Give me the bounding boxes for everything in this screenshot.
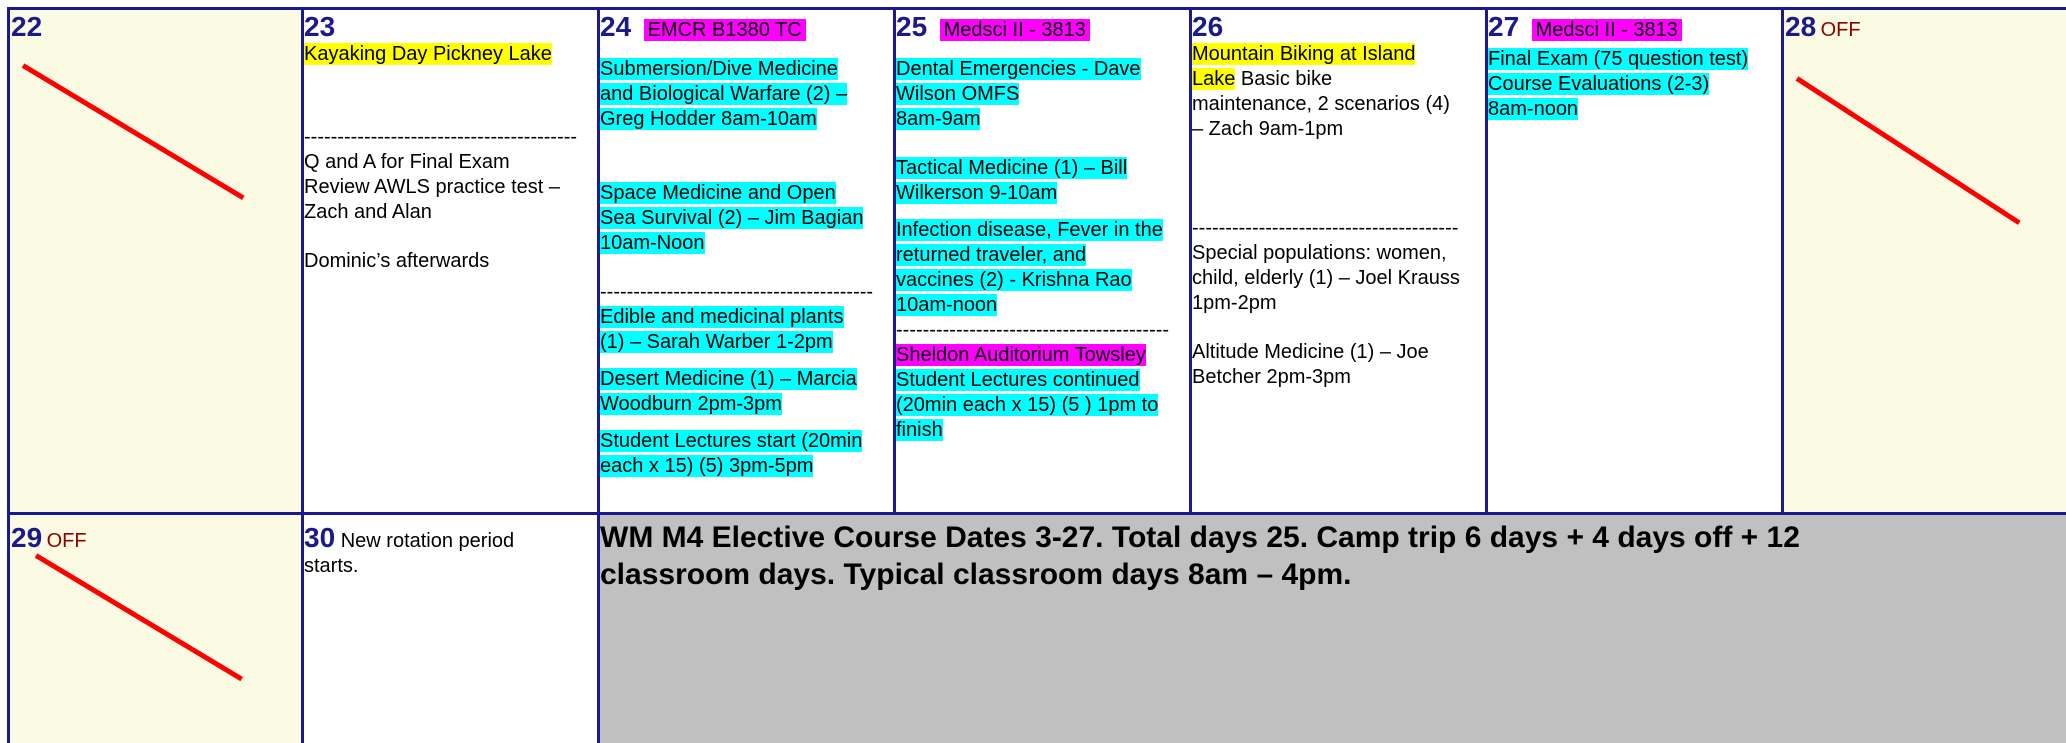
day-cell-30[interactable]	[302, 513, 598, 743]
session-block: Student Lectures start (20min each x 15) (5) 3pm-5pm	[600, 430, 863, 477]
session-block: Special populations: women, child, elderly (1) – Joel Krauss 1pm-2pm	[1192, 242, 1460, 314]
day-number: 28	[1785, 11, 1817, 42]
course-summary	[598, 513, 2066, 743]
grid-col	[597, 7, 600, 743]
day-cell-28[interactable]	[1782, 8, 2066, 513]
day-cell-24[interactable]	[598, 8, 894, 513]
session-block: Altitude Medicine (1) – Joe Betcher 2pm-3pm	[1192, 341, 1429, 388]
day-number: 22	[11, 11, 43, 42]
separator: ----------------------------------------	[1192, 217, 1459, 239]
session-block: Student Lectures continued (20min each x 15) (5 ) 1pm to finish	[896, 369, 1159, 441]
separator: -----------------------------------------	[896, 319, 1170, 341]
grid-col	[7, 7, 10, 743]
off-label: OFF	[1820, 19, 1861, 41]
session-block: Space Medicine and Open Sea Survival (2) – Jim Bagian 10am-Noon	[600, 182, 864, 254]
day-cell-27[interactable]	[1486, 8, 1782, 513]
session-block: Mountain Biking at Island Lake Basic bike maintenance, 2 scenarios (4) – Zach 9am-1pm	[1192, 43, 1450, 140]
session-block: 30 New rotation period starts.	[304, 522, 515, 577]
session-block: Desert Medicine (1) – Marcia Woodburn 2pm-3pm	[600, 368, 857, 415]
event-highlight: Kayaking Day Pickney Lake	[304, 43, 552, 65]
day-cell-22[interactable]	[8, 8, 302, 513]
grid-row-divider	[8, 512, 2066, 515]
grid-col	[1781, 7, 1784, 513]
day-cell-26[interactable]	[1190, 8, 1486, 513]
summary-text: WM M4 Elective Course Dates 3-27. Total days 25. Camp trip 6 days + 4 days off + 12 classroom days. Typical classroom days 8am – 4pm.	[600, 521, 1800, 591]
grid-col	[1485, 7, 1488, 513]
off-slash	[1796, 76, 2021, 225]
session-block: Submersion/Dive Medicine and Biological Warfare (2) – Greg Hodder 8am-10am	[600, 58, 848, 130]
session-block: Edible and medicinal plants (1) – Sarah Warber 1-2pm	[600, 306, 844, 353]
room-badge: EMCR B1380 TC	[644, 19, 806, 41]
session-block: Infection disease, Fever in the returned traveler, and vaccines (2) - Krishna Rao 10am-noon	[896, 219, 1163, 316]
separator: -----------------------------------------	[600, 281, 874, 303]
day-cell-23[interactable]	[302, 8, 598, 513]
grid-col	[301, 7, 304, 743]
day-number: 25	[896, 11, 928, 42]
day-number: 29	[11, 522, 43, 553]
session-block: Dental Emergencies - Dave Wilson OMFS 8am-9am	[896, 58, 1141, 130]
session-block: Q and A for Final Exam Review AWLS practice test – Zach and Alan	[304, 151, 561, 223]
day-cell-29[interactable]	[8, 513, 302, 743]
room-badge-2: Sheldon Auditorium Towsley	[896, 344, 1146, 366]
off-slash	[22, 63, 245, 200]
grid-col	[893, 7, 896, 513]
day-number: 24	[600, 11, 632, 42]
event-text	[304, 42, 596, 67]
day-cell-25[interactable]	[894, 8, 1190, 513]
after-note: Dominic’s afterwards	[304, 250, 490, 272]
session-block: Final Exam (75 question test) Course Evaluations (2-3) 8am-noon	[1488, 48, 1749, 120]
day-number: 26	[1192, 11, 1224, 42]
day-number: 27	[1488, 11, 1520, 42]
session-block: Tactical Medicine (1) – Bill Wilkerson 9-10am	[896, 157, 1128, 204]
grid-top	[8, 7, 2066, 10]
grid-col	[1189, 7, 1192, 513]
separator: -----------------------------------------	[304, 126, 578, 148]
off-label: OFF	[46, 530, 87, 552]
day-number: 30	[304, 522, 336, 553]
room-badge: Medsci II - 3813	[1532, 19, 1682, 41]
room-badge: Medsci II - 3813	[940, 19, 1090, 41]
off-slash	[35, 553, 243, 681]
day-number: 23	[304, 11, 336, 42]
